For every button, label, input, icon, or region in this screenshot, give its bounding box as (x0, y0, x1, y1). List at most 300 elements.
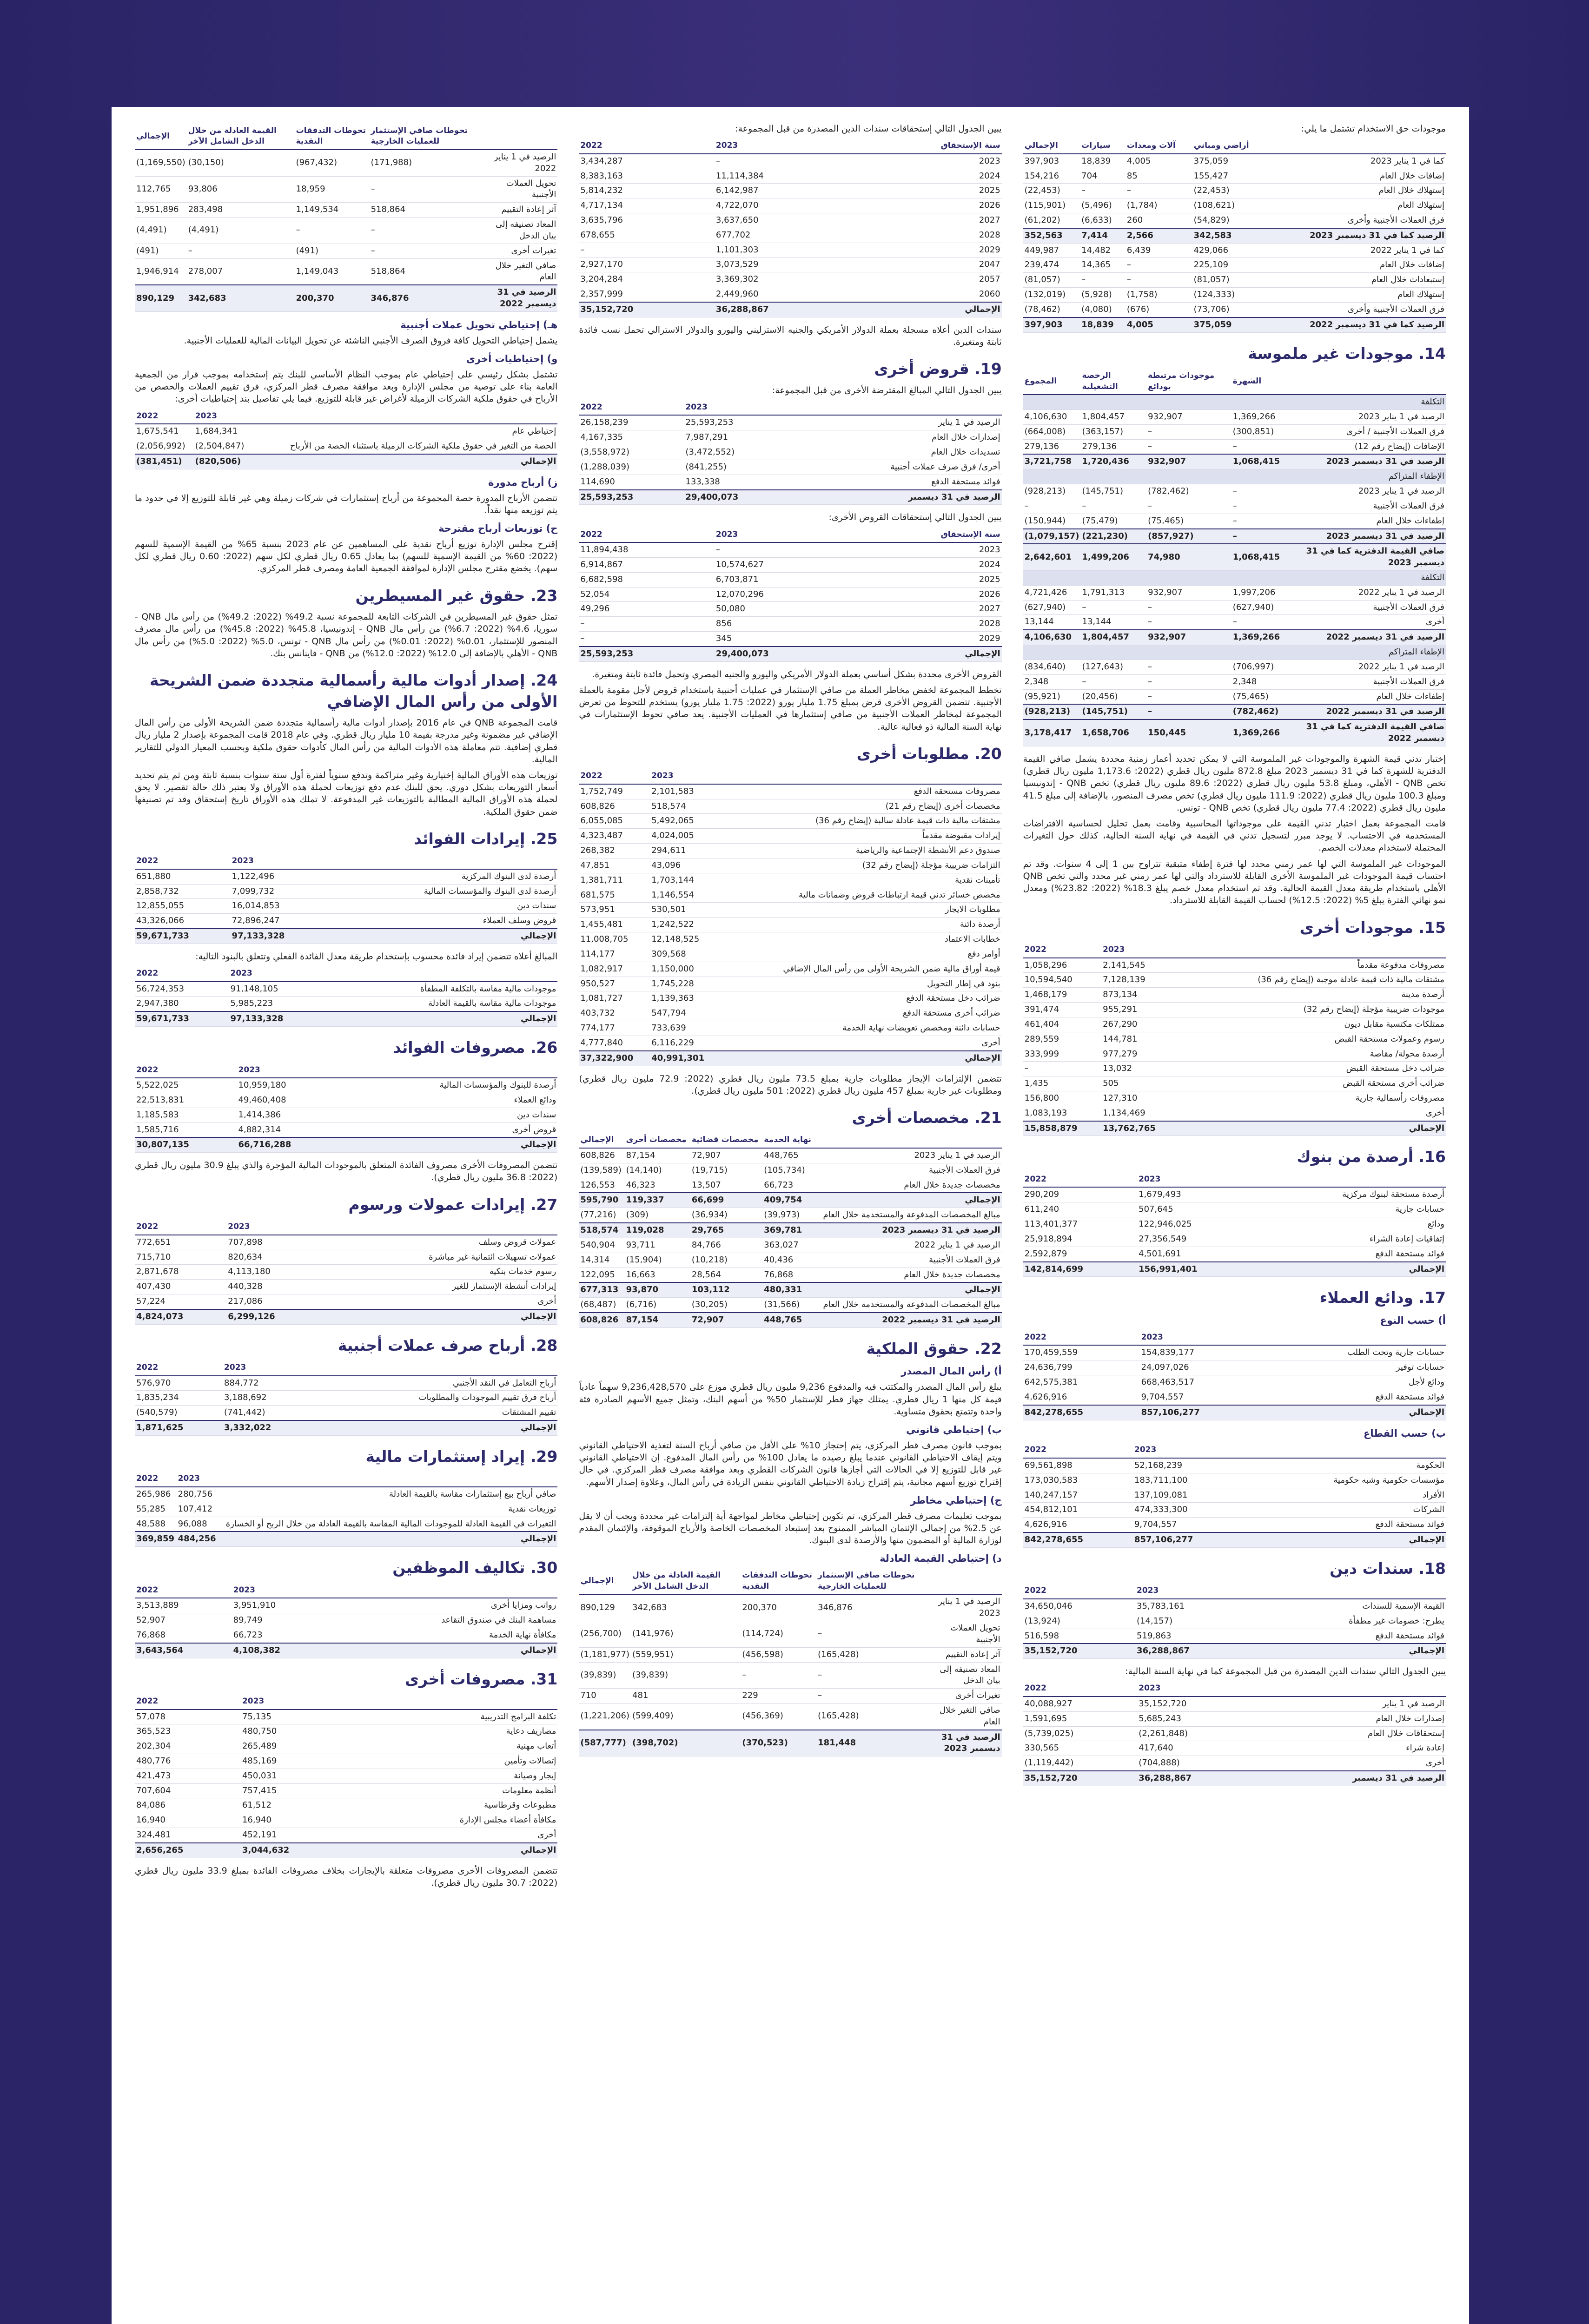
table-cell: 1,752,749 (579, 784, 650, 799)
row-label: كما في 1 يناير 2022 (1268, 243, 1446, 258)
table-cell: 260 (1126, 213, 1192, 228)
column-header (1268, 139, 1446, 153)
table-cell: 884,772 (223, 1376, 311, 1391)
table-cell: 18,839 (1080, 317, 1126, 332)
column-header: مخصصات أخرى (625, 1133, 690, 1148)
table-cell: 93,870 (625, 1282, 690, 1297)
table-cell: 18,959 (295, 176, 370, 203)
table-cell: 66,723 (762, 1178, 814, 1193)
row-label: بنود في إطار التحويل (721, 977, 1002, 991)
table-row (579, 1594, 1001, 1621)
table-cell: 3,332,022 (223, 1420, 311, 1435)
row-label: موجودات مالية مقاسة بالتكلفة المطفأة (323, 982, 557, 997)
row-label: الإجمالي (326, 929, 557, 944)
table-row (135, 1532, 557, 1546)
due-to-banks-table (1023, 1172, 1446, 1277)
row-label: مخصصات جديدة خلال العام (814, 1178, 1001, 1193)
table-cell: (2,261,848) (1137, 1726, 1251, 1741)
table-cell: 1,369,266 (1231, 409, 1281, 424)
row-label: الرصيد في 31 ديسمبر 2023 (1281, 454, 1446, 469)
row-label: الرصيد في 1 يناير 2022 (814, 1238, 1001, 1253)
table-cell: 333,999 (1023, 1047, 1101, 1062)
table-cell: 1,150,000 (650, 962, 721, 977)
table-cell: 16,940 (135, 1813, 241, 1828)
table-cell (1023, 469, 1081, 484)
s19-paragraph: يبين الجدول التالي المبالغ المقترضة الأخرى من قبل المجموعة: (772, 385, 1002, 396)
section-20-title: 20. مطلوبات أخرى (856, 744, 1002, 763)
table-cell: 857,106,277 (1140, 1405, 1257, 1420)
table-cell: 279,136 (1023, 439, 1081, 454)
table-cell: 7,414 (1080, 228, 1126, 243)
table-row (135, 218, 557, 244)
table-cell: 36,288,867 (1137, 1771, 1251, 1786)
table-row (1023, 213, 1446, 228)
column-header: 2022 (135, 1694, 241, 1709)
table-row (579, 1662, 1001, 1689)
s22-a-paragraph: يبلغ رأس المال المصدر والمكتتب فيه والمدفوع 9,236 مليون ريال قطري موزع على 9,236,428,570 سهماً عادياً قيمة كل منها 1 ريال قطري. يمتلك جهاز قطر للإستثمار 50% من أسهم البنك، وتمثل جميع الأسهم الصادرة فئة واحدة وتتمتع بحقوق متساوية. (579, 1382, 1002, 1417)
table-row (579, 1006, 1001, 1021)
row-label: تحويل العملات الأجنبية (479, 176, 557, 203)
table-cell: 1,149,534 (295, 203, 370, 218)
table-cell: 29,400,073 (684, 490, 789, 505)
table-cell: 1,082,917 (579, 962, 650, 977)
table-cell: (540,579) (135, 1406, 223, 1420)
row-label: ودائع لأجل (1256, 1375, 1446, 1390)
table-cell: 3,643,564 (135, 1643, 232, 1658)
table-cell: 25,593,253 (579, 490, 684, 505)
table-cell: 3,188,692 (223, 1391, 311, 1406)
table-row (579, 1647, 1001, 1662)
table-row (1023, 1518, 1446, 1532)
table-row (1023, 570, 1446, 585)
table-cell: 12,148,525 (650, 932, 721, 947)
table-cell: 59,671,733 (135, 1011, 229, 1026)
row-label: 2028 (850, 617, 1001, 632)
s17-by-sector: ب) حسب القطاع (1364, 1427, 1446, 1439)
table-cell (1023, 395, 1081, 409)
table-row (1023, 273, 1446, 288)
section-17-title: 17. ودائع العملاء (1319, 1288, 1446, 1307)
table-cell: (1,079,157) (1023, 529, 1081, 544)
row-label: مؤسسات حكومية وشبه حكومية (1243, 1473, 1446, 1488)
table-row (1023, 585, 1446, 600)
column-header: المجموع (1023, 369, 1081, 395)
table-cell: (967,432) (295, 150, 370, 176)
s19-paragraph-2: يبين الجدول التالي إستحقاقات القروض الأخرى: (828, 512, 1002, 523)
investment-income-table (135, 1472, 557, 1547)
table-row (1023, 958, 1446, 973)
table-cell: 352,563 (1023, 228, 1080, 243)
table-cell: 35,152,720 (1023, 1644, 1135, 1658)
table-cell: 43,096 (650, 858, 721, 873)
row-label: الإجمالي (329, 1643, 557, 1658)
row-label: الإجمالي (1179, 1121, 1446, 1136)
table-cell: 391,474 (1023, 1003, 1101, 1017)
row-label: آثر إعادة التقييم (479, 203, 557, 218)
table-cell: 7,987,291 (684, 430, 789, 445)
table-row (1023, 1711, 1446, 1726)
table-cell: 608,826 (579, 1148, 624, 1163)
table-cell: 267,290 (1101, 1017, 1179, 1032)
table-cell: 26,158,239 (579, 415, 684, 430)
row-label: فوائد مستحقة الدفع (789, 475, 1002, 489)
table-cell: 268,382 (579, 844, 650, 858)
table-row (1023, 1741, 1446, 1756)
table-row (579, 918, 1001, 932)
table-row (1023, 1614, 1446, 1629)
table-cell (1231, 570, 1281, 585)
table-row (135, 1598, 557, 1613)
table-cell: (5,739,025) (1023, 1726, 1138, 1741)
table-cell: (75,465) (1231, 689, 1281, 704)
table-cell: (834,640) (1023, 660, 1081, 674)
table-cell: (741,442) (223, 1406, 311, 1420)
table-row (135, 1783, 557, 1798)
column-header: أراضي ومباني (1192, 139, 1268, 153)
table-row (1023, 689, 1446, 704)
table-cell (1023, 570, 1081, 585)
table-cell: 37,322,900 (579, 1051, 650, 1066)
row-label: إطفاءات خلال العام (1281, 689, 1446, 704)
other-expenses-table (135, 1694, 557, 1858)
table-cell: 114,177 (579, 947, 650, 962)
table-row (1023, 1390, 1446, 1405)
row-label: ضرائب أخرى مستحقة الدفع (721, 1006, 1002, 1021)
table-row (135, 929, 557, 944)
table-row (579, 475, 1001, 489)
table-cell: 6,439 (1126, 243, 1192, 258)
table-cell: 59,671,733 (135, 929, 231, 944)
table-cell: 365,523 (135, 1724, 241, 1739)
row-label: فرق العملات الأجنبية / أخرى (1281, 424, 1446, 439)
table-cell: 15,858,879 (1023, 1121, 1101, 1136)
table-cell: – (1126, 273, 1192, 288)
table-cell: 66,723 (232, 1628, 329, 1643)
column-header: 2023 (231, 854, 326, 869)
row-label: الرصيد في 1 يناير 2023 (924, 1594, 1001, 1621)
table-row (579, 1282, 1001, 1297)
table-cell: – (1081, 674, 1147, 689)
table-cell: 265,489 (241, 1739, 347, 1754)
table-row (579, 991, 1001, 1006)
row-label: الحكومة (1243, 1458, 1446, 1473)
table-cell: – (816, 1621, 924, 1648)
row-label: مصروفات مستحقة الدفع (721, 784, 1002, 799)
table-cell: 4,106,630 (1023, 409, 1081, 424)
table-row (1023, 1232, 1446, 1247)
table-cell: (4,491) (135, 218, 187, 244)
table-cell: 518,574 (650, 799, 721, 814)
table-cell: 1,369,266 (1231, 630, 1281, 645)
row-label: أخرى (1179, 1106, 1446, 1121)
table-cell: 11,894,438 (579, 542, 715, 557)
table-cell: (54,829) (1192, 213, 1268, 228)
table-cell: (664,008) (1023, 424, 1081, 439)
column-header: 2023 (684, 400, 789, 415)
table-row (579, 932, 1001, 947)
row-label: الشركات (1243, 1503, 1446, 1518)
column-header (1251, 1172, 1446, 1187)
table-row (135, 1406, 557, 1420)
column-header (1251, 1681, 1446, 1696)
table-row (135, 244, 557, 258)
table-cell: 47,851 (579, 858, 650, 873)
s23-paragraph: تمثل حقوق غير المسيطرين في الشركات التابعة للمجموعة نسبة 49.2% (2022: 49.2%) من رأس مال QNB - سوريا، 4.6% (2022: 6.7%) من رأس مال QNB - إندونيسيا، 45.8% (2022: 45.8%) من رأس مال مصرف المنصور للإستثمار، 0.01% (2022: 0.01%) من رأس مال QNB - تونس، 5.0% (2022: 5.0%) من رأس مال QNB - الأهلي بالإضافة إلى 12.0% (2022: 12.0%) من QNB - فاينانس بنك. (135, 612, 558, 659)
table-cell: (370,523) (741, 1730, 816, 1756)
table-cell: 13,762,765 (1101, 1121, 1179, 1136)
table-cell: (3,472,552) (684, 445, 789, 460)
table-row (579, 198, 1001, 213)
table-row (1023, 1599, 1446, 1614)
row-label: فوائد مستحقة الدفع (1247, 1629, 1446, 1644)
column-header (311, 1360, 557, 1375)
row-label: إصدارات خلال العام (1251, 1711, 1446, 1726)
table-cell: (61,202) (1023, 213, 1080, 228)
column-header: مخصصات قضائية (690, 1133, 762, 1148)
table-cell: 57,224 (135, 1294, 226, 1309)
table-row (1023, 1187, 1446, 1202)
s22-a: أ) رأس المال المصدر (901, 1366, 1002, 1377)
table-cell: – (715, 154, 850, 169)
table-header-row (1023, 1330, 1446, 1345)
table-cell: (22,453) (1023, 184, 1080, 198)
table-row (1023, 169, 1446, 184)
column-header (218, 1472, 557, 1486)
table-row (579, 947, 1001, 962)
s22-e-paragraph: يشمل إحتياطي التحويل كافة فروق الصرف الأجنبي الناشئة عن تحويل البيانات المالية للعمليات الأجنبية. (184, 335, 558, 346)
row-label: أرصدة لدى البنوك والمؤسسات المالية (326, 884, 557, 899)
table-cell: 461,404 (1023, 1017, 1101, 1032)
table-header-row (1023, 1584, 1446, 1598)
row-label: 2023 (850, 542, 1001, 557)
table-cell: – (816, 1662, 924, 1689)
table-cell: 2,141,545 (1101, 958, 1179, 973)
table-row (579, 243, 1001, 257)
debt-movement-table (1023, 1681, 1446, 1786)
table-cell: 955,291 (1101, 1003, 1179, 1017)
table-cell: (75,465) (1146, 514, 1231, 528)
table-cell: 133,338 (684, 475, 789, 489)
row-label: أخرى (1251, 1756, 1446, 1771)
row-label: 2060 (850, 287, 1001, 302)
table-row (579, 213, 1001, 228)
table-row (135, 1108, 557, 1122)
table-cell: 1,139,363 (650, 991, 721, 1006)
table-cell: (491) (135, 244, 187, 258)
table-cell: (124,333) (1192, 288, 1268, 303)
table-cell: 35,152,720 (579, 302, 715, 317)
table-cell: 48,588 (135, 1517, 177, 1532)
table-cell: – (1126, 184, 1192, 198)
table-cell: 484,256 (177, 1532, 218, 1546)
table-cell: 4,501,691 (1137, 1247, 1251, 1261)
row-label: أرصدة لدى البنوك المركزية (326, 869, 557, 884)
table-cell: 1,585,716 (135, 1122, 237, 1137)
table-cell: 16,663 (625, 1268, 690, 1282)
table-cell: (5,928) (1080, 288, 1126, 303)
table-cell: – (1081, 600, 1147, 615)
table-cell: 704 (1080, 169, 1126, 184)
table-cell: 156,991,401 (1137, 1262, 1251, 1277)
table-cell: 25,593,253 (684, 415, 789, 430)
table-cell: (145,751) (1081, 484, 1147, 499)
table-header-row (135, 1063, 557, 1078)
table-row (135, 1250, 557, 1265)
row-label: الإجمالي (850, 647, 1001, 661)
row-label: 2029 (850, 632, 1001, 647)
table-cell: 519,863 (1135, 1629, 1247, 1644)
table-cell: – (579, 617, 715, 632)
row-label: إضافات خلال العام (1268, 169, 1446, 184)
table-row (135, 1137, 557, 1152)
table-cell: 417,640 (1137, 1741, 1251, 1756)
table-cell: (165,428) (816, 1703, 924, 1730)
row-label: مخصصات جديدة خلال العام (814, 1268, 1001, 1282)
table-header-row (135, 1583, 557, 1598)
table-header-row (1023, 369, 1446, 395)
table-cell: – (1146, 600, 1231, 615)
column-header: 2023 (1140, 1330, 1257, 1345)
row-label: مكافأة أعضاء مجلس الإدارة (347, 1813, 558, 1828)
table-cell: 84,766 (690, 1238, 762, 1253)
page-intro: موجودات حق الاستخدام تشتمل ما يلي: (1301, 124, 1446, 134)
section-16-title: 16. أرصدة من بنوك (1297, 1148, 1446, 1166)
table-cell: 4,005 (1126, 154, 1192, 169)
table-cell: 279,136 (1081, 439, 1147, 454)
table-row (579, 287, 1001, 302)
table-cell: (1,784) (1126, 198, 1192, 213)
table-cell: 74,980 (1146, 544, 1231, 570)
table-cell: (1,221,206) (579, 1703, 631, 1730)
section-28-title: 28. أرباح صرف عملات أجنبية (338, 1336, 558, 1354)
table-cell: 1,804,457 (1081, 409, 1147, 424)
table-cell: 2,357,999 (579, 287, 715, 302)
table-row (579, 257, 1001, 272)
table-cell: 72,907 (690, 1313, 762, 1327)
row-label: الرصيد في 31 ديسمبر 2022 (814, 1313, 1001, 1327)
table-row (579, 228, 1001, 243)
table-cell: 87,154 (625, 1313, 690, 1327)
table-cell: 1,591,695 (1023, 1711, 1138, 1726)
table-cell: – (741, 1662, 816, 1689)
s19-note-2: تخطط المجموعة لخفض مخاطر العملة من صافي الإستثمار في عمليات أجنبية باستخدام قروض لأجل مقومة بالعملة الأجنبية. تتضمن القروض الأخرى قرض بمبلغ 1.75 مليار يورو (2022: 1.75 مليار يورو) يستخدم للتحوط من تعرض المجموعة لمخاطر العملات الأجنبية من صافي إستثمارها في العمليات الأجنبية. يعد صافي تحوط الإستثمارات في نهاية السنة المالية ذو فعالية عالية. (579, 685, 1002, 732)
table-cell: (95,921) (1023, 689, 1081, 704)
other-reserves-table (135, 409, 557, 469)
table-row (1023, 1345, 1446, 1360)
column-header (1179, 943, 1446, 957)
table-cell: 6,914,867 (579, 557, 715, 572)
table-cell (1081, 469, 1147, 484)
column-header (323, 966, 557, 981)
table-row (579, 184, 1001, 198)
section-15-title: 15. موجودات أخرى (1299, 918, 1446, 937)
row-label: الرصيد في 1 يناير 2022 (1281, 660, 1446, 674)
table-header-row (579, 1133, 1001, 1148)
table-cell: 283,498 (187, 203, 295, 218)
table-row (579, 1238, 1001, 1253)
table-row (135, 1093, 557, 1108)
table-cell: 156,800 (1023, 1091, 1101, 1106)
column-header: تحوطات التدفقات النقدية (295, 124, 370, 150)
table-row (579, 1268, 1001, 1282)
table-cell: 127,310 (1101, 1091, 1179, 1106)
table-cell: 114,690 (579, 475, 684, 489)
table-cell: 857,106,277 (1133, 1532, 1243, 1547)
table-cell: (115,901) (1023, 198, 1080, 213)
table-cell: 5,814,232 (579, 184, 715, 198)
table-cell: (456,598) (741, 1647, 816, 1662)
table-cell: 56,724,353 (135, 982, 229, 997)
column-header (1256, 1330, 1446, 1345)
row-label: 2025 (850, 572, 1001, 587)
table-cell: (139,589) (579, 1163, 624, 1178)
section-27-title: 27. إيرادات عمولات ورسوم (348, 1195, 558, 1214)
table-cell: – (1231, 615, 1281, 630)
row-label: إتصالات وتأمين (347, 1754, 558, 1769)
table-cell: (491) (295, 244, 370, 258)
table-cell: 530,501 (650, 903, 721, 918)
table-row (579, 844, 1001, 858)
row-label: المعاد تصنيفه إلى بيان الدخل (479, 218, 557, 244)
row-label: ضرائب أخرى مستحقة القبض (1179, 1076, 1446, 1091)
table-header-row (135, 124, 557, 150)
table-cell: 35,152,720 (1137, 1697, 1251, 1711)
row-label: تكلفة البرامج التدريبية (347, 1710, 558, 1724)
table-cell: 1,499,206 (1081, 544, 1147, 570)
row-label: 2024 (850, 169, 1001, 184)
table-row (1023, 1202, 1446, 1217)
row-label: الرصيد في 31 ديسمبر 2022 (479, 285, 557, 311)
table-cell: – (1231, 439, 1281, 454)
table-header-row (1023, 1681, 1446, 1696)
table-cell: 119,028 (625, 1223, 690, 1238)
table-cell: 84,086 (135, 1798, 241, 1813)
table-cell: 1,679,493 (1137, 1187, 1251, 1202)
table-cell: – (370, 176, 479, 203)
table-cell: (1,119,442) (1023, 1756, 1138, 1771)
table-cell: 309,568 (650, 947, 721, 962)
table-header-row (579, 139, 1001, 153)
table-header-row (579, 528, 1001, 542)
row-label: مبالغ المخصصات المدفوعة والمستخدمة خلال العام (814, 1208, 1001, 1223)
table-row (579, 1730, 1001, 1756)
table-cell: (1,758) (1126, 288, 1192, 303)
table-cell: 421,473 (135, 1769, 241, 1783)
column-header (329, 1583, 557, 1598)
table-cell: 363,027 (762, 1238, 814, 1253)
table-cell: 2,656,265 (135, 1843, 241, 1858)
table-cell: 22,513,831 (135, 1093, 237, 1108)
table-row (1023, 720, 1446, 746)
s22-b: ب) إحتياطي قانوني (906, 1424, 1002, 1436)
section-14-title: 14. موجودات غير ملموسة (1248, 344, 1446, 363)
table-cell: (108,621) (1192, 198, 1268, 213)
table-cell: 2,449,960 (715, 287, 850, 302)
table-cell: 4,777,840 (579, 1036, 650, 1050)
row-label: الرصيد في 31 ديسمبر 2022 (1281, 630, 1446, 645)
table-cell: 183,711,100 (1133, 1473, 1243, 1488)
table-cell: (15,904) (625, 1253, 690, 1268)
table-row (579, 557, 1001, 572)
table-cell: (928,213) (1023, 704, 1081, 720)
table-cell: – (1146, 424, 1231, 439)
table-cell: 76,868 (135, 1628, 232, 1643)
table-cell: 28,564 (690, 1268, 762, 1282)
table-cell: 50,080 (715, 602, 850, 617)
row-label: 2023 (850, 154, 1001, 169)
row-label: الإضافات (إيضاح رقم 12) (1281, 439, 1446, 454)
column-header: تحوطات التدفقات النقدية (741, 1568, 816, 1594)
